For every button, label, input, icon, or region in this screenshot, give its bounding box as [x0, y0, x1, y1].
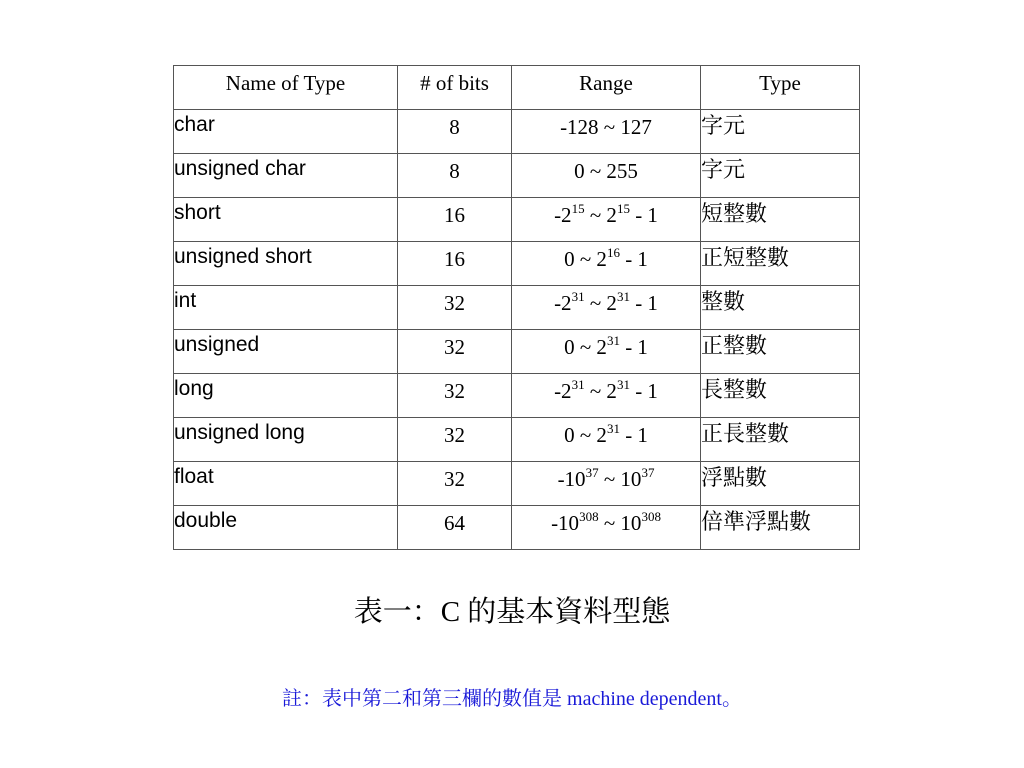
range-text: - 1 [629, 203, 658, 227]
table-header-row [174, 66, 860, 110]
type-name-cell: float [174, 462, 398, 506]
type-chinese-cell: 字元 [701, 154, 860, 198]
range-text: ~ 10 [598, 467, 642, 491]
range-cell [512, 286, 701, 330]
range-exponent: 15 [571, 201, 585, 216]
type-chinese-cell: 正長整數 [701, 418, 860, 462]
range-text: - 1 [629, 291, 658, 315]
table-row [174, 462, 860, 506]
type-chinese-cell: 正短整數 [701, 242, 860, 286]
range-text: 0 ~ 2 [564, 423, 607, 447]
range-exponent: 308 [641, 509, 661, 524]
range-exponent: 15 [616, 201, 630, 216]
type-name-cell: char [174, 110, 398, 154]
table-caption: 表一：C 的基本資料型態 [353, 596, 671, 628]
range-exponent: 37 [585, 465, 599, 480]
range-exponent: 31 [616, 377, 630, 392]
table-row [174, 374, 860, 418]
type-chinese-cell: 短整數 [701, 198, 860, 242]
range-text: - 1 [619, 423, 648, 447]
table-row [174, 330, 860, 374]
range-text: - 1 [619, 247, 648, 271]
range-exponent: 308 [579, 509, 599, 524]
range-text: -2 [554, 203, 572, 227]
bits-cell: 8 [398, 110, 512, 154]
range-text: -128 ~ 127 [560, 115, 652, 139]
range-exponent: 16 [606, 245, 620, 260]
range-cell [512, 462, 701, 506]
range-text: -10 [557, 467, 586, 491]
table-row [174, 418, 860, 462]
type-name-cell: long [174, 374, 398, 418]
range-text: - 1 [629, 379, 658, 403]
range-cell [512, 110, 701, 154]
range-text: 0 ~ 255 [574, 159, 638, 183]
range-exponent: 31 [616, 289, 630, 304]
type-name-cell: unsigned short [174, 242, 398, 286]
bits-cell: 16 [398, 198, 512, 242]
range-cell [512, 198, 701, 242]
range-text: ~ 10 [598, 511, 642, 535]
range-cell [512, 242, 701, 286]
type-chinese-cell: 倍準浮點數 [701, 506, 860, 550]
type-chinese-cell: 字元 [701, 110, 860, 154]
header-name-of-type: Name of Type [174, 66, 398, 110]
table-body [174, 110, 860, 550]
range-text: ~ 2 [584, 379, 617, 403]
bits-cell: 64 [398, 506, 512, 550]
footnote: 註：表中第二和第三欄的數值是 machine dependent。 [282, 688, 742, 710]
type-name-cell: short [174, 198, 398, 242]
bits-cell: 32 [398, 374, 512, 418]
range-text: -2 [554, 291, 572, 315]
type-name-cell: double [174, 506, 398, 550]
range-text: - 1 [619, 335, 648, 359]
bits-cell: 16 [398, 242, 512, 286]
range-text: -10 [551, 511, 580, 535]
table-row [174, 154, 860, 198]
range-exponent: 31 [571, 289, 585, 304]
range-text: 0 ~ 2 [564, 335, 607, 359]
range-exponent: 31 [606, 333, 620, 348]
type-name-cell: unsigned [174, 330, 398, 374]
range-text: -2 [554, 379, 572, 403]
type-chinese-cell: 整數 [701, 286, 860, 330]
range-cell [512, 418, 701, 462]
range-cell [512, 330, 701, 374]
bits-cell: 32 [398, 286, 512, 330]
type-name-cell: unsigned char [174, 154, 398, 198]
range-exponent: 31 [571, 377, 585, 392]
range-cell [512, 506, 701, 550]
range-exponent: 31 [606, 421, 620, 436]
range-cell [512, 154, 701, 198]
type-name-cell: unsigned long [174, 418, 398, 462]
table-row [174, 286, 860, 330]
range-text: 0 ~ 2 [564, 247, 607, 271]
bits-cell: 8 [398, 154, 512, 198]
bits-cell: 32 [398, 418, 512, 462]
range-text: ~ 2 [584, 203, 617, 227]
type-chinese-cell: 正整數 [701, 330, 860, 374]
range-cell [512, 374, 701, 418]
bits-cell: 32 [398, 462, 512, 506]
type-chinese-cell: 長整數 [701, 374, 860, 418]
range-exponent: 37 [641, 465, 655, 480]
range-text: ~ 2 [584, 291, 617, 315]
data-types-table [173, 65, 860, 550]
header-type: Type [701, 66, 860, 110]
type-name-cell: int [174, 286, 398, 330]
table-row [174, 198, 860, 242]
bits-cell: 32 [398, 330, 512, 374]
table-row [174, 242, 860, 286]
header-range: Range [512, 66, 701, 110]
table-row [174, 110, 860, 154]
header-num-bits: # of bits [398, 66, 512, 110]
type-chinese-cell: 浮點數 [701, 462, 860, 506]
table-row [174, 506, 860, 550]
